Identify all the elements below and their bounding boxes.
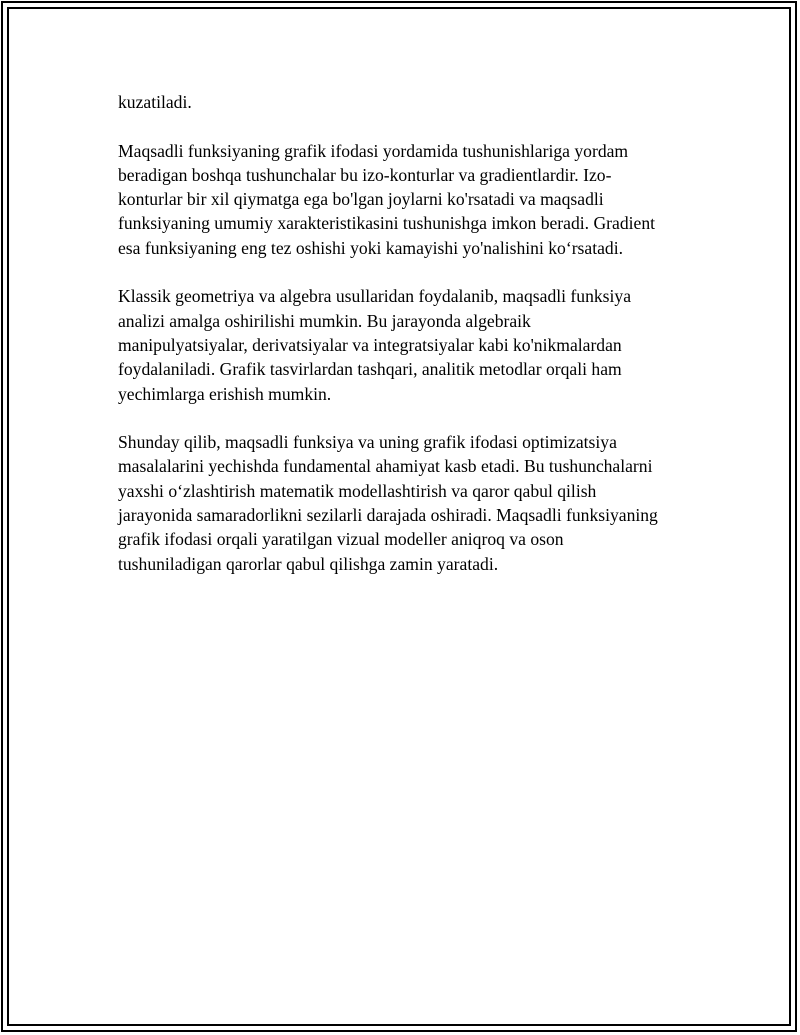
text-line: Maqsadli funksiyaning grafik ifodasi yordamida tushunishlariga yordam <box>118 140 629 161</box>
text-line: manipulyatsiyalar, derivatsiyalar va integratsiyalar kabi ko'nikmalardan <box>118 334 622 355</box>
text-line: konturlar bir xil qiymatga ega bo'lgan joylarni ko'rsatadi va maqsadli <box>118 189 604 210</box>
paragraph-2 <box>118 139 684 260</box>
text-line: Shunday qilib, maqsadli funksiya va uning grafik ifodasi optimizatsiya <box>118 432 617 453</box>
text-line: beradigan boshqa tushunchalar bu izo-konturlar va gradientlardir. Izo- <box>118 164 612 185</box>
text-line: yechimlarga erishish mumkin. <box>118 383 332 404</box>
text-line: esa funksiyaning eng tez oshishi yoki kamayishi yo'nalishini ko‘rsatadi. <box>118 237 623 258</box>
text-line: Klassik geometriya va algebra usullaridan foydalanib, maqsadli funksiya <box>118 286 632 307</box>
text-line: masalalarini yechishda fundamental ahamiyat kasb etadi. Bu tushunchalarni <box>118 456 653 477</box>
text-line: analizi amalga oshirilishi mumkin. Bu jarayonda algebraik <box>118 310 531 331</box>
paragraph-3 <box>118 284 684 405</box>
text-line: jarayonida samaradorlikni sezilarli darajada oshiradi. Maqsadli funksiyaning <box>118 505 658 526</box>
text-line: tushuniladigan qarorlar qabul qilishga zamin yaratadi. <box>118 553 499 574</box>
text-line: yaxshi o‘zlashtirish matematik modellashtirish va qaror qabul qilish <box>118 480 597 501</box>
text-line: funksiyaning umumiy xarakteristikasini tushunishga imkon beradi. Gradient <box>118 213 656 234</box>
paragraph-4 <box>118 430 684 576</box>
paragraph-1 <box>118 90 684 114</box>
text-line: foydalaniladi. Grafik tasvirlardan tashqari, analitik metodlar orqali ham <box>118 359 622 380</box>
document-body <box>118 90 684 600</box>
text-line: grafik ifodasi orqali yaratilgan vizual modeller aniqroq va oson <box>118 529 564 550</box>
text-line: kuzatiladi. <box>118 92 192 112</box>
